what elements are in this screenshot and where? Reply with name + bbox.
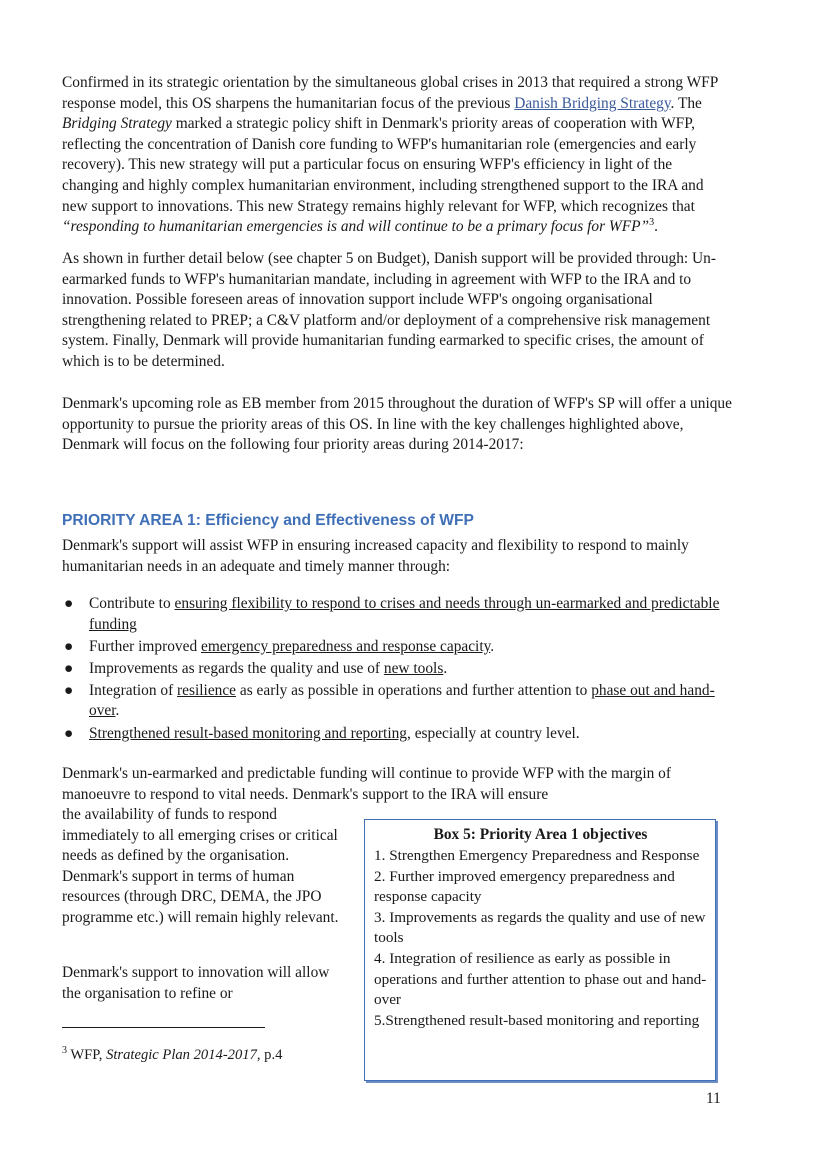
bullet-icon: ●: [64, 724, 74, 742]
bullet-icon: ●: [64, 681, 74, 699]
footnote: $^3$ WFP, Strategic Plan 2014-2017, p.4: [62, 1045, 283, 1063]
bullet-icon: ●: [64, 595, 74, 612]
box-objective-item: 4. Integration of resilience as early as possible in operations and further attention to phase out and hand-over: [374, 949, 707, 1009]
footnote-reference[interactable]: 3: [649, 217, 655, 229]
paragraph-ira-availability: the availability of funds to respond immediately to all emerging crises or critical needs as defined by the organisation. Denmark's support in terms of human resources (through DRC, DEMA, the JPO programme etc.) will remain highly relevant.: [62, 806, 339, 926]
danish-bridging-strategy-link[interactable]: Danish Bridging Strategy: [514, 94, 671, 112]
priority-bullet-list: [62, 594, 732, 746]
box-5-priority-area-objectives: [364, 819, 716, 1081]
box-objective-item: 5.Strengthened result-based monitoring and reporting: [374, 1011, 700, 1029]
box-objective-item: 2. Further improved emergency preparedness and response capacity: [374, 867, 675, 906]
bullet-icon: ●: [64, 659, 74, 677]
list-item: ● Strengthened result-based monitoring and reporting, especially at country level.: [62, 724, 732, 745]
box-objective-item: 3. Improvements as regards the quality and use of new tools: [374, 908, 706, 947]
list-item: ● Further improved emergency preparedness and response capacity.: [62, 637, 732, 658]
paragraph-eb-member: Denmark's upcoming role as EB member from 2015 throughout the duration of WFP's SP will offer a unique opportunity to pursue the priority areas of this OS. In line with the key challenges highlighted above, Denmark will focus on the following four priority areas during 2014-2017:: [62, 395, 732, 454]
paragraph-unearmarked-funding: Denmark's un-earmarked and predictable funding will continue to provide WFP with the margin of manoeuvre to respond to vital needs. Denmark's support to the IRA will ensure: [62, 765, 671, 803]
paragraph-strategic-orientation: Confirmed in its strategic orientation by the simultaneous global crises in 2013 that required a strong WFP response model, this OS sharpens the humanitarian focus of the previous Danish Bridging Strategy. The Bridging Strategy marked a strategic policy shift in Denmark's priority areas of cooperation with WFP, reflecting the concentration of Danish core funding to WFP's humanitarian role (emergencies and early recovery). This new strategy will put a particular focus on ensuring WFP's efficiency in light of the changing and highly complex humanitarian environment, including strengthened support to the IRA and new support to innovations. This new Strategy remains highly relevant for WFP, which recognizes that “responding to humanitarian emergencies is and will continue to be a primary focus for WFP”$^3$.: [62, 74, 718, 236]
priority-area-1-heading: PRIORITY AREA 1: Efficiency and Effectiveness of WFP: [62, 512, 474, 529]
footnote-divider: [62, 1027, 265, 1028]
list-item: ● Improvements as regards the quality and use of new tools.: [62, 659, 732, 680]
box-title: Box 5: Priority Area 1 objectives: [433, 826, 648, 843]
paragraph-priority-area-intro: Denmark's support will assist WFP in ensuring increased capacity and flexibility to respond to mainly humanitarian needs in an adequate and timely manner through:: [62, 537, 689, 575]
list-item: ● Integration of resilience as early as possible in operations and further attention to phase out and hand-over.: [64, 681, 715, 720]
box-objective-item: 1. Strengthen Emergency Preparedness and Response: [374, 847, 700, 864]
bullet-icon: ●: [64, 637, 74, 655]
page-number: 11: [706, 1090, 721, 1107]
paragraph-innovation: Denmark's support to innovation will allow the organisation to refine or: [62, 964, 330, 1002]
paragraph-danish-support: As shown in further detail below (see chapter 5 on Budget), Danish support will be provided through: Un-earmarked funds to WFP's humanitarian mandate, including in agreement with WFP to the IRA and to innovation. Possible foreseen areas of innovation support include WFP's ongoing organisational strengthening related to PREP; a C&V platform and/or deployment of a comprehensive risk management system. Finally, Denmark will provide humanitarian funding earmarked to specific crises, the amount of which is to be determined.: [62, 250, 716, 370]
list-item: ● Contribute to ensuring flexibility to respond to crises and needs through un-earmarked and predictable funding: [64, 595, 720, 633]
